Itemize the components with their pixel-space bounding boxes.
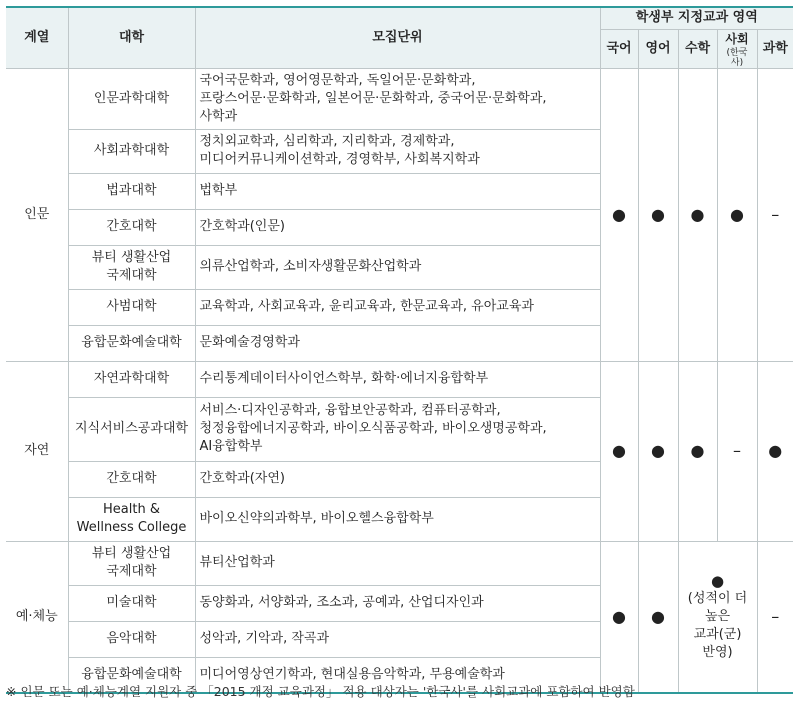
college-line: 뷰티 생활산업	[91, 546, 172, 561]
college-name: 음악대학	[68, 621, 195, 657]
dept-list	[195, 541, 600, 585]
mark-korean-humanities: ●	[600, 68, 638, 361]
note-line: 반영)	[702, 644, 733, 660]
dept-line: 국어국문학과, 영어영문학과, 독일어문·문화학과,	[199, 72, 476, 88]
dept-line: 뷰티산업학과	[199, 555, 275, 570]
note-line: (성적이 더	[687, 590, 748, 606]
header-math: 수학	[678, 29, 717, 68]
header-college: 대학	[68, 7, 195, 68]
header-units: 모집단위	[195, 7, 600, 68]
college-name: 지식서비스공과대학	[68, 397, 195, 461]
dept-line: 정치외교학과, 심리학과, 지리학과, 경제학과,	[199, 134, 455, 149]
college-name: 인문과학대학	[68, 68, 195, 129]
header-social-label: 사회	[725, 31, 749, 46]
college-name	[68, 497, 195, 541]
dept-list	[195, 173, 600, 209]
dept-line: 간호학과(자연)	[199, 471, 285, 486]
college-name: 미술대학	[68, 585, 195, 621]
college-name: 자연과학대학	[68, 361, 195, 397]
dept-line: 미디어영상연기학과, 현대실용음악학과, 무용예술학과	[199, 666, 505, 682]
college-line: Wellness College	[76, 520, 187, 535]
college-line: 국제대학	[106, 268, 157, 283]
mark-math-social-arts	[678, 541, 757, 693]
college-line: 국제대학	[106, 564, 157, 579]
dept-line: 수리통계데이터사이언스학부, 화학·에너지융합학부	[199, 371, 489, 386]
mark-dot: ●	[710, 571, 725, 590]
college-name: 융합문화예술대학	[68, 325, 195, 361]
dept-list	[195, 361, 600, 397]
college-name: 사범대학	[68, 289, 195, 325]
mark-english-arts: ●	[638, 541, 678, 693]
dept-line: 간호학과(인문)	[199, 219, 285, 234]
dept-list	[195, 129, 600, 173]
dept-list	[195, 621, 600, 657]
dept-list	[195, 585, 600, 621]
dept-line: 프랑스어문·문화학과, 일본어문·문화학과, 중국어문·문화학과,	[199, 90, 547, 106]
dept-list	[195, 397, 600, 461]
mark-science-science: ●	[757, 361, 793, 541]
dept-line: 문화예술경영학과	[199, 335, 300, 350]
mark-korean-science: ●	[600, 361, 638, 541]
dept-list	[195, 289, 600, 325]
table-row	[6, 361, 793, 397]
track-arts: 예·체능	[6, 541, 68, 693]
dept-list	[195, 68, 600, 129]
mark-english-science: ●	[638, 361, 678, 541]
header-social	[717, 29, 757, 68]
college-name: 간호대학	[68, 461, 195, 497]
dept-list	[195, 461, 600, 497]
college-name: 간호대학	[68, 209, 195, 245]
dept-line: 성악과, 기악과, 작곡과	[199, 631, 330, 646]
dept-line: 법학부	[199, 183, 238, 198]
track-humanities: 인문	[6, 68, 68, 361]
dept-line: 바이오신약의과학부, 바이오헬스융합학부	[199, 511, 434, 526]
mark-math-humanities: ●	[678, 68, 717, 361]
college-line: Health &	[103, 502, 160, 517]
mark-social-science: –	[717, 361, 757, 541]
table-row	[6, 541, 793, 585]
mark-english-humanities: ●	[638, 68, 678, 361]
dept-line: 청정융합에너지공학과, 바이오식품공학과, 바이오생명공학과,	[199, 421, 547, 436]
header-designated-subjects: 학생부 지정교과 영역	[600, 7, 793, 29]
dept-line: AI융합학부	[199, 439, 263, 454]
dept-list	[195, 245, 600, 289]
header-track: 계열	[6, 7, 68, 68]
dept-line: 동양화과, 서양화과, 조소과, 공예과, 산업디자인과	[199, 595, 484, 610]
dept-list	[195, 497, 600, 541]
dept-list	[195, 209, 600, 245]
mark-science-humanities: –	[757, 68, 793, 361]
admission-subject-table	[6, 6, 793, 694]
header-science: 과학	[757, 29, 793, 68]
dept-line: 의류산업학과, 소비자생활문화산업학과	[199, 259, 422, 274]
mark-korean-arts: ●	[600, 541, 638, 693]
mark-social-humanities: ●	[717, 68, 757, 361]
college-name: 법과대학	[68, 173, 195, 209]
note-line: 높은	[704, 608, 731, 624]
track-science: 자연	[6, 361, 68, 541]
college-name	[68, 541, 195, 585]
mark-science-arts: –	[757, 541, 793, 693]
college-name: 융합문화예술대학	[68, 657, 195, 693]
header-social-sub: (한국사)	[726, 47, 748, 68]
dept-list	[195, 325, 600, 361]
dept-line: 서비스·디자인공학과, 융합보안공학과, 컴퓨터공학과,	[199, 403, 501, 418]
dept-line: 교육학과, 사회교육과, 윤리교육과, 한문교육과, 유아교육과	[199, 299, 534, 314]
table-row	[6, 68, 793, 129]
college-name: 사회과학대학	[68, 129, 195, 173]
header-english: 영어	[638, 29, 678, 68]
dept-line: 사학과	[199, 108, 238, 124]
college-name	[68, 245, 195, 289]
footnote: ※ 인문 또는 예·체능계열 지원자 중 「2015 개정 교육과정」 적용 대상자는 '한국사'를 사회교과에 포함하여 반영함	[6, 684, 635, 699]
header-korean: 국어	[600, 29, 638, 68]
mark-math-science: ●	[678, 361, 717, 541]
college-line: 뷰티 생활산업	[91, 250, 172, 265]
note-line: 교과(군)	[693, 626, 742, 642]
dept-line: 미디어커뮤니케이션학과, 경영학부, 사회복지학과	[199, 152, 480, 167]
